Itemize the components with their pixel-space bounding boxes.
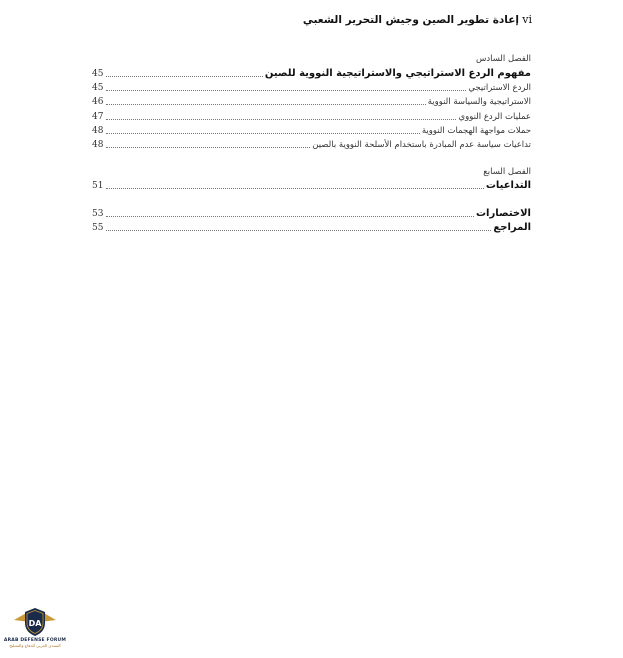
toc-entry-title: عمليات الردع النووي <box>458 112 531 122</box>
toc-entry-title: حملات مواجهة الهجمات النووية <box>421 126 531 136</box>
toc-entry[interactable] <box>92 139 531 151</box>
toc-entry-title: التداعيات <box>485 180 531 191</box>
toc-entry[interactable] <box>92 82 531 94</box>
forum-watermark <box>3 606 67 658</box>
dot-leader <box>106 216 474 217</box>
toc-entry-page: 45 <box>92 69 104 79</box>
toc-entry-page: 47 <box>92 112 104 122</box>
toc-entry-title: الردع الاستراتيجي <box>468 83 531 93</box>
toc-entry-page: 55 <box>92 223 104 233</box>
dot-leader <box>106 188 484 189</box>
dot-leader <box>106 76 263 77</box>
toc-entry[interactable] <box>92 222 531 234</box>
toc-entry[interactable] <box>92 125 531 137</box>
toc-entry-page: 48 <box>92 126 104 136</box>
chapter-7-label: الفصل السابع <box>483 167 531 177</box>
toc-entry-title: الاختصارات <box>475 208 531 219</box>
toc-entry-title: الاستراتيجية والسياسة النووية <box>427 97 531 107</box>
chapter-6-label: الفصل السادس <box>475 54 531 64</box>
watermark-name: ARAB DEFENSE FORUM <box>3 638 67 643</box>
dot-leader <box>106 230 491 231</box>
svg-text:DA: DA <box>28 619 42 628</box>
toc-entry[interactable] <box>92 111 531 123</box>
toc-entry-page: 45 <box>92 83 104 93</box>
toc-entry[interactable] <box>92 208 531 220</box>
toc-entry-title: المراجع <box>493 222 531 233</box>
dot-leader <box>106 90 466 91</box>
toc-entry-page: 53 <box>92 209 104 219</box>
toc-entry[interactable] <box>92 96 531 108</box>
toc-entry[interactable] <box>92 180 531 192</box>
dot-leader <box>106 133 420 134</box>
dot-leader <box>106 119 456 120</box>
toc-entry-page: 46 <box>92 97 104 107</box>
watermark-arabic-name: المنتدى العربي للدفاع والتسليح <box>9 643 61 648</box>
running-header <box>0 12 623 30</box>
dot-leader <box>106 147 310 148</box>
arab-defense-forum-logo-icon <box>12 606 58 638</box>
book-title: إعادة تطوير الصين وجيش التحرير الشعبي <box>302 14 519 26</box>
toc-entry[interactable] <box>92 68 531 80</box>
dot-leader <box>106 104 426 105</box>
page-number: vi <box>522 13 532 26</box>
toc-entry-page: 48 <box>92 140 104 150</box>
toc-entry-title: مفهوم الردع الاستراتيجي والاستراتيجية النووية للصين <box>264 68 531 79</box>
toc-entry-title: تداعيات سياسة عدم المبادرة باستخدام الأسلحة النووية بالصين <box>312 140 531 150</box>
toc-entry-page: 51 <box>92 181 104 191</box>
